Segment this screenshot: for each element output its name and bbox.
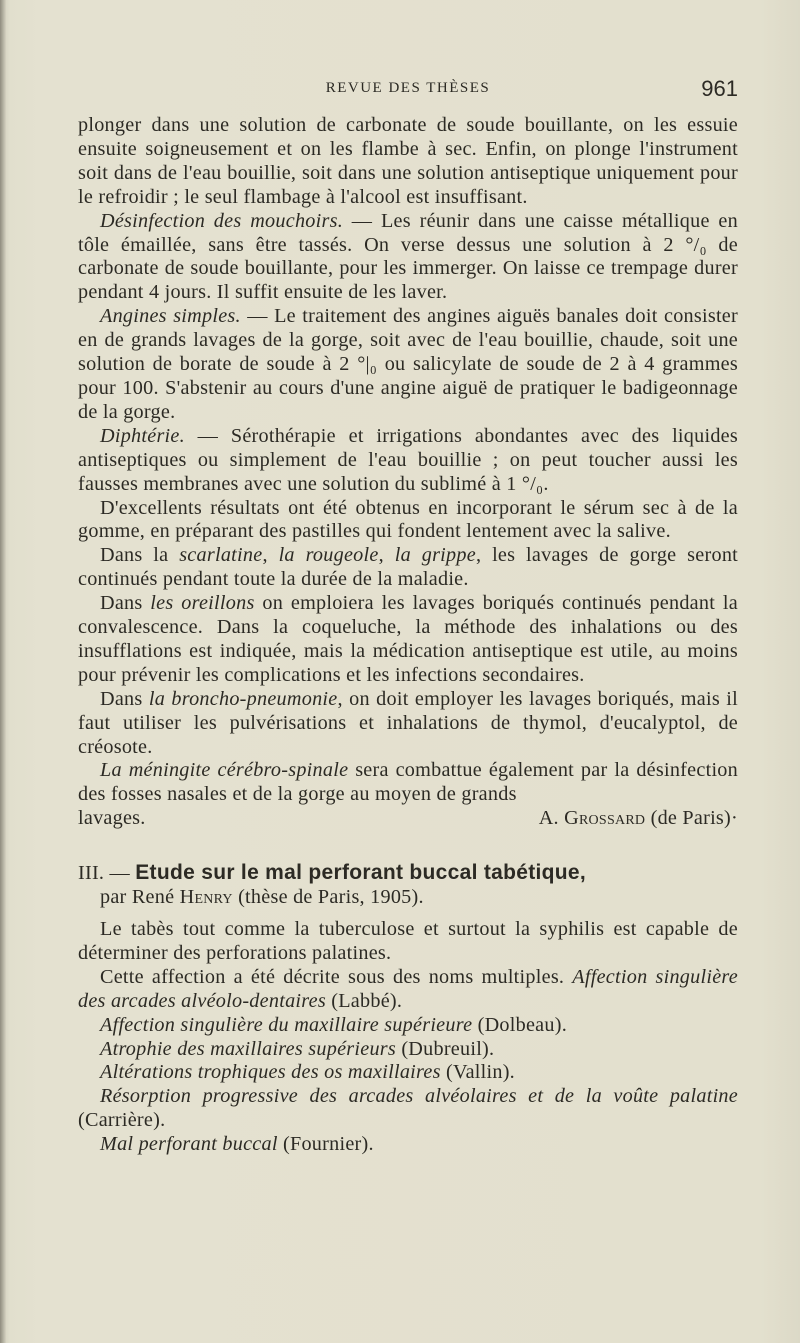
paragraph: Le tabès tout comme la tuberculose et surtout la syphilis est capable de déterminer des perforations palatines. — [78, 918, 738, 964]
synonym-item: Atrophie des maxillaires supérieurs (Dubreuil). — [100, 1037, 495, 1060]
paragraph: Angines simples. — Le traitement des angines aiguës banales doit consister en de grands lavages de la gorge, soit avec de l'eau bouillie, chaude, soit une solution de borate de soude à 2 °|₀ ou salicylate de soude de 2 à 4 grammes pour 100. S'abstenir au cours d'une angine aiguë de pratiquer le badigeonnage de la gorge. — [78, 305, 738, 423]
paragraph: Dans les oreillons on emploiera les lavages boriqués continués pendant la convalescence. Dans la coqueluche, la méthode des inhalations ou des insufflations est indiquée, mais la médication antiseptique est utile, au moins pour prévenir les complications et les infections secondaires. — [78, 592, 738, 686]
synonym-item: Affection singulière du maxillaire supérieure (Dolbeau). — [100, 1013, 567, 1036]
running-header — [78, 76, 738, 102]
paragraph: Dans la broncho-pneumonie, on doit employer les lavages boriqués, mais il faut utiliser les pulvérisations et inhalations de thymol, d'eucalyptol, de créosote. — [78, 687, 738, 758]
author-signature: A. Grossard (de Paris)· — [538, 807, 738, 830]
page-binding-edge — [0, 0, 6, 1343]
thesis-byline: par René Henry (thèse de Paris, 1905). — [100, 886, 424, 909]
paragraph: La méningite cérébro-spinale sera combattue également par la désinfection des fosses nasales et de la gorge au moyen de grands — [78, 759, 738, 806]
synonym-item: Résorption progressive des arcades alvéolaires et de la voûte palatine (Carrière). — [78, 1085, 738, 1132]
paragraph-heading: Diphtérie. — [100, 424, 185, 447]
paragraph-heading: Angines simples. — [100, 305, 241, 328]
page-number: 961 — [701, 76, 738, 101]
paragraph: Diphtérie. — Sérothérapie et irrigations abondantes avec des liquides antiseptiques ou simplement de l'eau bouillie ; on peut toucher aussi les fausses membranes avec une solution du sublimé à 1 °/₀. — [78, 424, 738, 495]
paragraph: Désinfection des mouchoirs. — Les réunir dans une caisse métallique en tôle émaillée, sans être tassés. On verse dessus une solution à 2 °/₀ de carbonate de soude bouillante, pour les immerger. On laisse ce trempage durer pendant 4 jours. Il suffit ensuite de les laver. — [78, 209, 738, 304]
section-heading: III. — Etude sur le mal perforant buccal tabétique, — [78, 861, 587, 885]
synonym-item: Mal perforant buccal (Fournier). — [100, 1133, 374, 1156]
paragraph: D'excellents résultats ont été obtenus en incorporant le sérum sec à de la gomme, en préparant des pastilles qui fondent lentement avec la salive. — [78, 496, 738, 543]
journal-title: REVUE DES THÈSES — [325, 80, 491, 96]
paragraph: Dans la scarlatine, la rougeole, la grippe, les lavages de gorge seront continués pendant toute la durée de la maladie. — [78, 544, 739, 591]
paragraph-heading: Désinfection des mouchoirs. — [100, 209, 343, 232]
paragraph-heading: La méningite cérébro-spinale — [100, 759, 349, 782]
paragraph: plonger dans une solution de carbonate de soude bouillante, on les essuie ensuite soigneusement et on les flambe à sec. Enfin, on plonge l'instrument soit dans de l'eau bouillie, soit dans une solution antiseptique uniquement pour le refroidir ; le seul flambage à l'alcool est insuffisant. — [78, 114, 738, 208]
signature-line: lavages. A. Grossard (de Paris)· — [78, 807, 738, 830]
synonym-item: Altérations trophiques des os maxillaires (Vallin). — [100, 1061, 515, 1084]
paragraph: Cette affection a été décrite sous des noms multiples. Affection singulière des arcades alvéolo-dentaires (Labbé). — [78, 965, 738, 1012]
page-body — [78, 114, 738, 1157]
